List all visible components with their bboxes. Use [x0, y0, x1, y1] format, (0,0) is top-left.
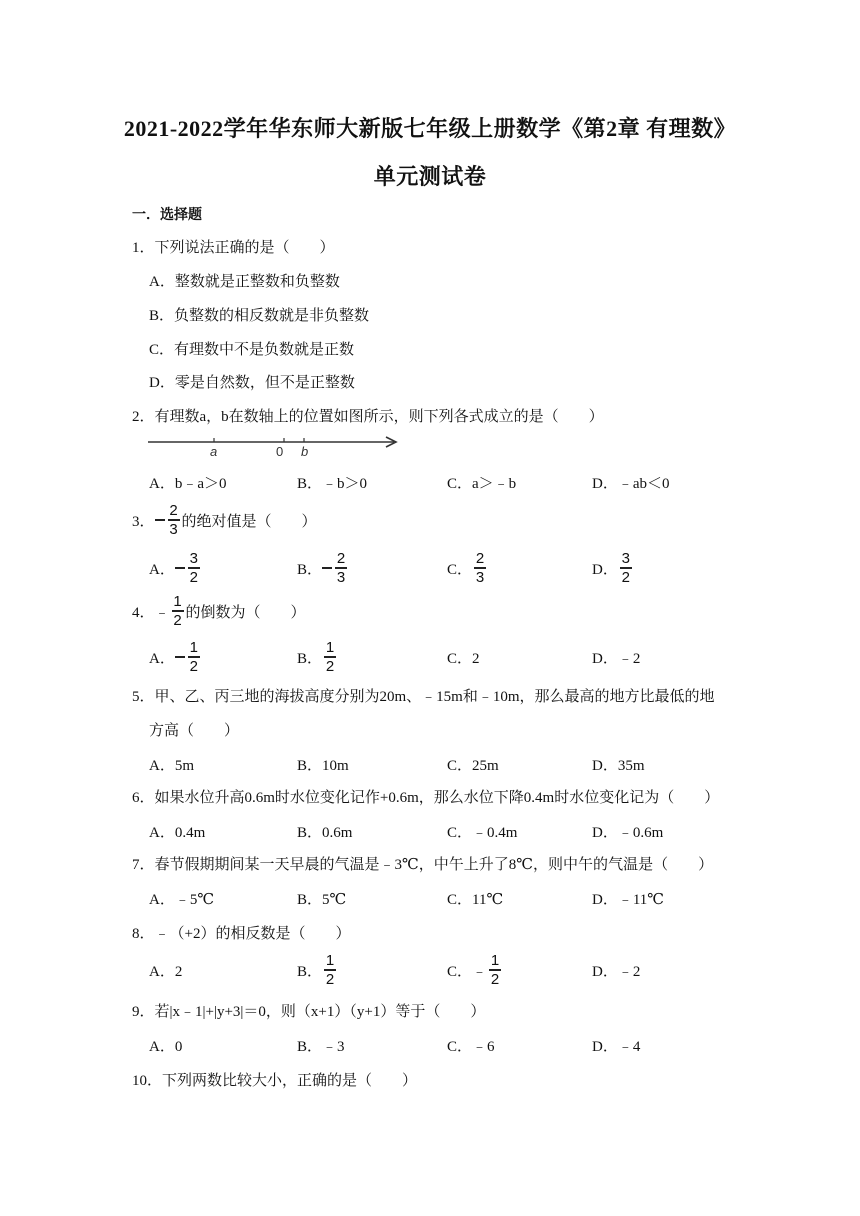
question-3-options	[149, 548, 709, 588]
number-line-label-b: b	[301, 444, 309, 459]
question-8-options	[149, 950, 709, 990]
question-9-stem: 9．若|x﹣1|+|y+3|＝0，则（x+1）（y+1）等于（ ）	[132, 1004, 486, 1020]
question-3-stem: 3． $\frac{2}{3}$ 的绝对值是（ ）	[132, 502, 317, 538]
section-heading: 一．选择题	[132, 208, 202, 223]
question-9-options	[149, 1028, 709, 1062]
question-2-option-d: D．﹣ab＜0	[592, 475, 670, 492]
question-9-option-b: B．﹣3	[297, 1038, 345, 1055]
question-4-option-a: A． $\frac{1}{2}$	[149, 639, 199, 675]
question-3-option-b: B． $\frac{2}{3}$	[297, 550, 346, 586]
question-5-stem-line1: 5．甲、乙、丙三地的海拔高度分别为20m、﹣15m和﹣10m，那么最高的地方比最低的地	[132, 689, 715, 705]
question-8-option-a: A．2	[149, 963, 183, 980]
question-4-option-c: C．2	[447, 650, 480, 667]
question-1-stem: 1．下列说法正确的是（ ）	[132, 240, 335, 256]
minus-sign	[155, 519, 165, 520]
question-3-option-a: A． $\frac{3}{2}$	[149, 550, 199, 586]
question-1-option-a: A．整数就是正整数和负整数	[149, 274, 340, 290]
question-5-option-a: A．5m	[149, 757, 195, 774]
question-5-option-d: D．35m	[592, 757, 645, 774]
question-2-option-c: C．a＞﹣b	[447, 475, 517, 492]
question-10-stem: 10．下列两数比较大小，正确的是（ ）	[132, 1073, 418, 1089]
question-6-option-a: A．0.4m	[149, 824, 206, 841]
question-5-option-b: B．10m	[297, 757, 349, 774]
question-7-option-d: D．﹣11℃	[592, 891, 665, 908]
question-7-option-a: A．﹣5℃	[149, 891, 215, 908]
question-6-option-b: B．0.6m	[297, 824, 353, 841]
question-3-option-c: C． $\frac{2}{3}$	[447, 550, 485, 586]
question-4-stem: 4．﹣ $\frac{1}{2}$ 的倒数为（ ）	[132, 593, 306, 629]
fraction: $\frac{1}{2}$	[173, 593, 182, 629]
document-title-line2: 单元测试卷	[373, 164, 487, 189]
document-title-line1: 2021-2022学年华东师大新版七年级上册数学《第2章 有理数》	[123, 116, 737, 141]
question-6-option-c: C．﹣0.4m	[447, 824, 518, 841]
question-9-option-d: D．﹣4	[592, 1038, 641, 1055]
question-2-stem: 2．有理数a，b在数轴上的位置如图所示，则下列各式成立的是（ ）	[132, 409, 604, 425]
question-8-option-c: C．﹣ $\frac{1}{2}$	[447, 952, 500, 988]
question-8-option-b: B． $\frac{1}{2}$	[297, 952, 335, 988]
question-9-option-c: C．﹣6	[447, 1038, 495, 1055]
question-8-option-d: D．﹣2	[592, 963, 641, 980]
question-2-options	[149, 465, 709, 499]
question-2-option-a: A．b﹣a＞0	[149, 475, 227, 492]
question-1-option-b: B．负整数的相反数就是非负整数	[149, 308, 370, 324]
question-3-option-d: D． $\frac{3}{2}$	[592, 550, 631, 586]
question-9-option-a: A．0	[149, 1038, 183, 1055]
question-1-option-d: D．零是自然数，但不是正整数	[149, 375, 355, 391]
number-line-label-zero: 0	[276, 444, 284, 459]
question-7-stem: 7．春节假期期间某一天早晨的气温是﹣3℃，中午上升了8℃，则中午的气温是（ ）	[132, 857, 714, 873]
fraction: $\frac{2}{3}$	[169, 502, 178, 538]
question-7-option-c: C．11℃	[447, 891, 504, 908]
number-line-label-a: a	[210, 444, 218, 459]
question-4-option-b: B． $\frac{1}{2}$	[297, 639, 335, 675]
question-6-options	[149, 814, 709, 848]
question-4-option-d: D．﹣2	[592, 650, 641, 667]
question-6-stem: 6．如果水位升高0.6m时水位变化记作+0.6m，那么水位下降0.4m时水位变化记为（ ）	[132, 790, 720, 806]
question-8-stem: 8．﹣（+2）的相反数是（ ）	[132, 926, 351, 942]
question-5-options	[149, 747, 709, 781]
question-2-option-b: B．﹣b＞0	[297, 475, 368, 492]
question-4-options	[149, 637, 709, 677]
question-5-stem-line2: 方高（ ）	[149, 723, 240, 739]
question-5-option-c: C．25m	[447, 757, 499, 774]
question-7-options	[149, 881, 709, 915]
question-1-option-c: C．有理数中不是负数就是正数	[149, 342, 355, 358]
question-7-option-b: B．5℃	[297, 891, 347, 908]
question-6-option-d: D．﹣0.6m	[592, 824, 664, 841]
number-line-figure	[148, 432, 402, 460]
